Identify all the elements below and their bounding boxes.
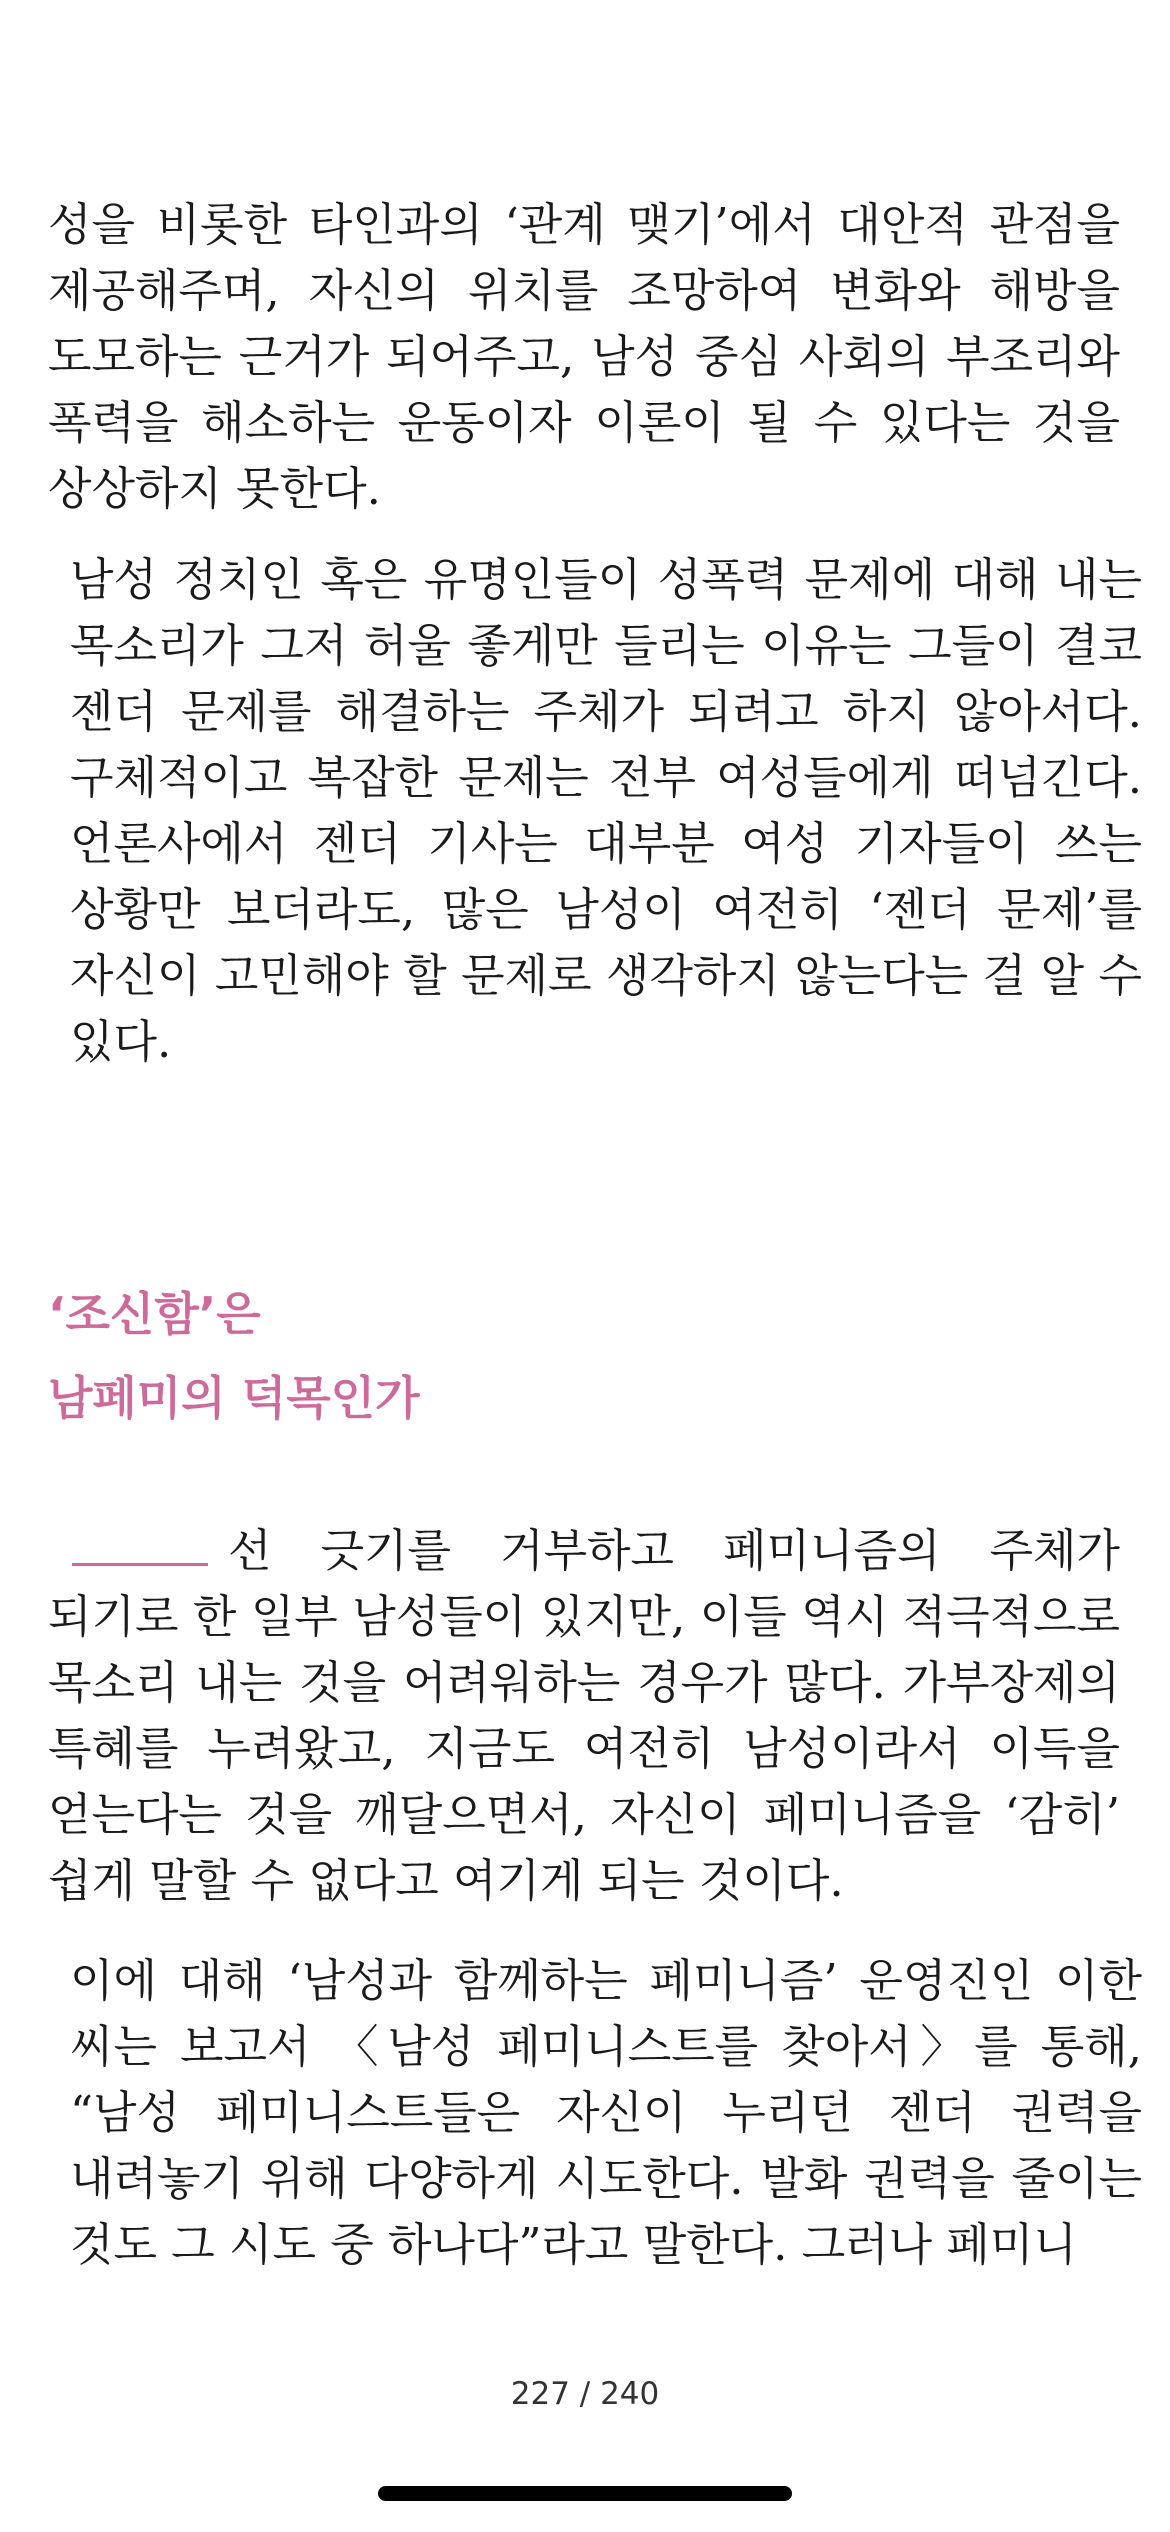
body-paragraph: 성을 비롯한 타인과의 ‘관계 맺기’에서 대안적 관점을 제공해주며, 자신의 위치를 조망하여 변화와 해방을 도모하는 근거가 되어주고, 남성 중심 사회의 부조리와 폭력을 해소하는 운동이자 이론이 될 수 있다는 것을 상상하지 못한다. <box>48 198 1120 515</box>
highlight-blank-underline <box>72 1559 208 1566</box>
home-indicator[interactable] <box>378 2486 792 2501</box>
section-heading-line: 남페미의 덕목인가 <box>48 1371 420 1425</box>
body-paragraph: 남성 정치인 혹은 유명인들이 성폭력 문제에 대해 내는 목소리가 그저 허울 좋게만 들리는 이유는 그들이 결코 젠더 문제를 해결하는 주체가 되려고 하지 않아서다. 구체적이고 복잡한 문제는 전부 여성들에게 떠넘긴다. 언론사에서 젠더 기사는 대부분 여성 기자들이 쓰는 상황만 보더라도, 많은 남성이 여전히 ‘젠더 문제’를 자신이 고민해야 할 문제로 생각하지 않는다는 걸 알 수 있다. <box>70 553 1142 1068</box>
page-counter: 227 / 240 <box>510 2376 660 2412</box>
section-heading-line: ‘조신함’은 <box>48 1287 261 1341</box>
body-paragraph <box>48 1518 1120 1914</box>
body-paragraph: 이에 대해 ‘남성과 함께하는 페미니즘’ 운영진인 이한 씨는 보고서 〈남성 페미니스트를 찾아서〉를 통해, “남성 페미니스트들은 자신이 누리던 젠더 권력을 내려놓기 위해 다양하게 시도한다. 발화 권력을 줄이는 것도 그 시도 중 하나다”라고 말한다. 그러나 페미니 <box>70 1954 1142 2271</box>
body-paragraph-text: 선 긋기를 거부하고 페미니즘의 주체가 되기로 한 일부 남성들이 있지만, 이들 역시 적극적으로 목소리 내는 것을 어려워하는 경우가 많다. 가부장제의 특혜를 누려왔고, 지금도 여전히 남성이라서 이득을 얻는다는 것을 깨달으면서, 자신이 페미니즘을 ‘감히’ 쉽게 말할 수 없다고 여기게 되는 것이다. <box>48 1524 1120 1907</box>
section-heading <box>48 1272 1120 1440</box>
